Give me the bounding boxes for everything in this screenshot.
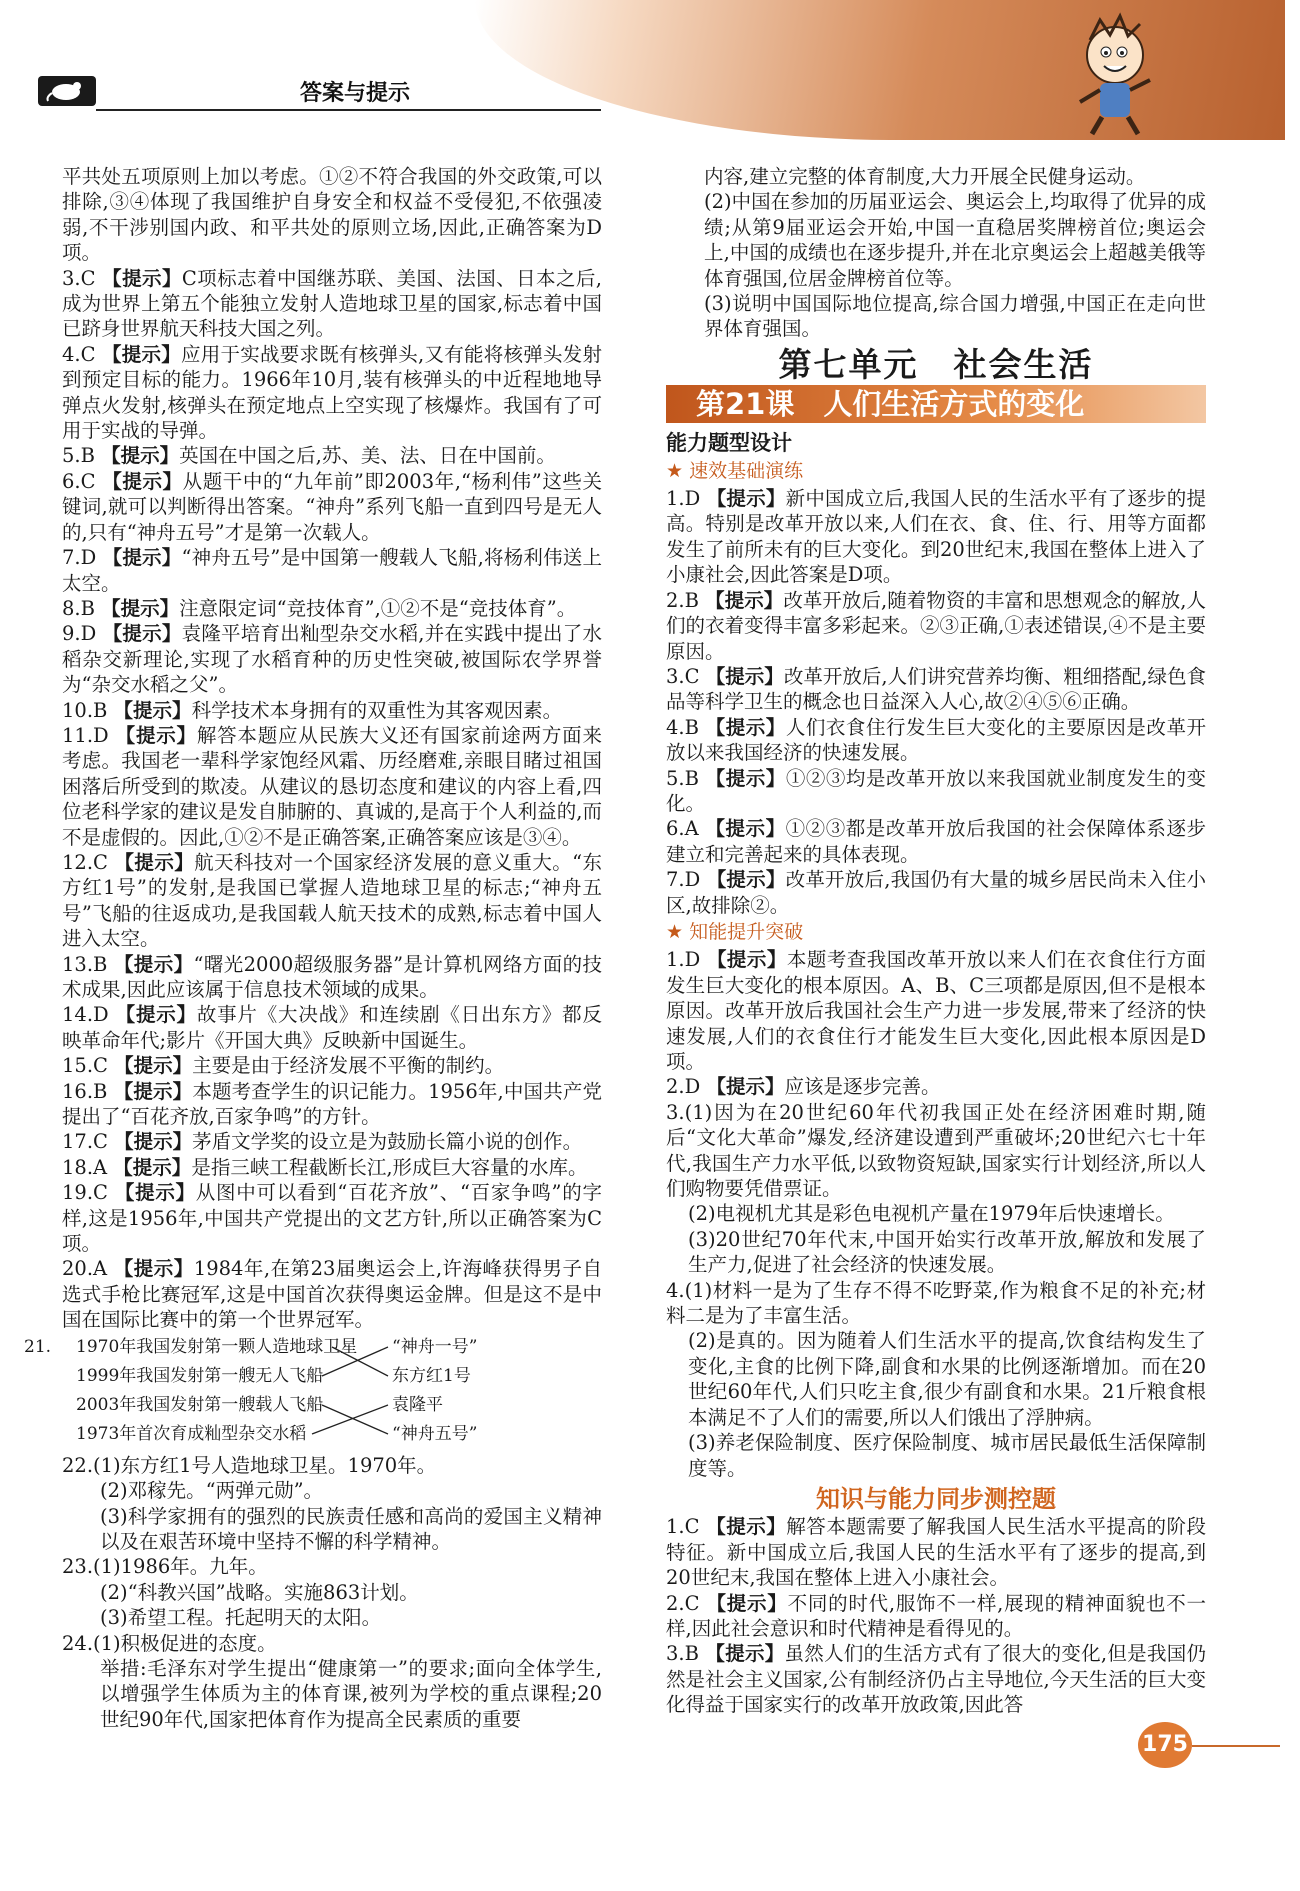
hint-label: 【提示】 [102,546,182,570]
answer-item [62,596,602,621]
answer-item [62,443,602,468]
q21-left-0: 1970年我国发射第一颗人造地球卫星 [76,1336,358,1357]
answer-number: 2.B [666,588,699,612]
answer-text: 解答本题应从民族大义还有国家前途两方面来考虑。我国老一辈科学家饱经风霜、历经磨难,亲眼目睹过祖国困落后所受到的欺凌。从建议的恳切态度和建议的内容上看,四位老科学家的建议是发自肺腑的、真诚的,是高于个人利益的,而不是虚假的。因此,①②不是正确答案,正确答案应该是③④。 [62,723,602,849]
hint-label: 【提示】 [113,952,194,976]
hint-label: 【提示】 [706,868,786,892]
answer-list-basic [666,486,1206,918]
answer-text: C项标志着中国继苏联、美国、法国、日本之后,成为世界上第五个能独立发射人造地球卫星的国家,标志着中国已跻身世界航天科技大国之列。 [62,266,602,341]
answer-item [62,723,602,850]
answer-text: 不同的时代,服饰不一样,展现的精神面貌也不一样,因此社会意识和时代精神是看得见的。 [666,1591,1206,1640]
q24-line-0: 24.(1)积极促进的态度。 [62,1631,277,1655]
q23-line-1: (2)“科教兴国”战略。实施863计划。 [100,1580,419,1604]
answer-text: “神舟五号”是中国第一艘载人飞船,将杨利伟送上太空。 [62,546,602,595]
r-q4-line-1: (2)是真的。因为随着人们生活水平的提高,饮食结构发生了变化,主食的比例下降,副食和水果的比例逐渐增加。而在20世纪60年代,人们只吃主食,很少有副食和水果。21斤粮食根本满足不了人们的需要,所以人们饿出了浮肿病。 [688,1329,1206,1429]
hint-label: 【提示】 [706,1591,788,1615]
left-column [24,164,602,1732]
q21-right-2: 袁隆平 [392,1394,443,1415]
hint-label: 【提示】 [115,1003,197,1027]
answer-number: 7.D [62,546,97,570]
lesson-title: 第21课 人们生活方式的变化 [666,385,1206,423]
subsection-heading-basic [666,459,1206,484]
page-number: 175 [1138,1722,1192,1768]
r-q3-line-0: 3.(1)因为在20世纪60年代初我国正处在经济困难时期,随后“文化大革命”爆发,经济建设遭到严重破坏;20世纪六七十年代,我国生产力水平低,以致物资短缺,国家实行计划经济,所以人们购物要凭借票证。 [666,1100,1206,1201]
q22-line-1: (2)邓稼先。“两弹元勋”。 [100,1479,324,1503]
q21-number: 21. [24,1336,52,1357]
answer-text: 本题考查学生的识记能力。1956年,中国共产党提出了“百花齐放,百家争鸣”的方针。 [62,1079,602,1129]
answer-text: 从题干中的“九年前”即2003年,“杨利伟”这些关键词,就可以判断得出答案。“神舟”系列飞船一直到四号是无人的,只有“神舟五号”才是第一次载人。 [62,469,602,544]
answer-number: 9.D [62,622,97,646]
answer-text: 应该是逐步完善。 [784,1075,941,1099]
answer-text: 解答本题需要了解我国人民生活水平提高的阶段特征。新中国成立后,我国人民的生活水平有了逐步的提高,到20世纪末,我国在整体上进入小康社会。 [666,1515,1206,1590]
page-number-rule [1192,1745,1280,1747]
answer-number: 4.C [62,342,96,366]
mouse-logo-icon [38,76,96,106]
answer-item [62,1155,602,1180]
answer-item [62,698,602,723]
answer-item [62,850,602,952]
answer-list-left [62,266,602,1333]
answer-number: 17.C [62,1130,108,1154]
answer-text: 1984年,在第23届奥运会上,许海峰获得男子自选式手枪比赛冠军,这是中国首次获得奥运金牌。但是这不是中国在国际比赛中的第一个世界冠军。 [62,1257,602,1332]
subsection-heading-advanced-label: 知能提升突破 [689,920,804,943]
answer-item [666,867,1206,918]
q23-line-2: (3)希望工程。托起明天的太阳。 [100,1606,382,1630]
answer-text: “曙光2000超级服务器”是计算机网络方面的技术成果,因此应该属于信息技术领域的成果。 [62,952,602,1001]
q21-right-0: “神舟一号” [392,1336,478,1357]
answer-item [666,1074,1206,1099]
answer-number: 5.B [666,766,699,790]
answer-item [666,1641,1206,1717]
sync-test-title: 知识与能力同步测控题 [816,1484,1056,1513]
answer-number: 1.D [666,487,701,511]
hint-label: 【提示】 [705,715,786,739]
answer-number: 18.A [62,1155,108,1179]
answer-number: 13.B [62,952,108,976]
r-q4-line-0: 4.(1)材料一是为了生存不得不吃野菜,作为粮食不足的补充;材料二是为了丰富生活。 [666,1278,1206,1328]
answer-number: 4.B [666,715,699,739]
right-column [666,164,1206,1718]
answer-number: 3.C [62,266,96,290]
answer-number: 14.D [62,1003,109,1027]
answer-text: ①②③都是改革开放后我国的社会保障体系逐步建立和完善起来的具体表现。 [666,817,1206,866]
answer-text: 是指三峡工程截断长江,形成巨大容量的水库。 [191,1155,588,1179]
hint-label: 【提示】 [705,817,786,841]
answer-number: 2.C [666,1591,700,1615]
hint-label: 【提示】 [705,664,784,688]
r-q3-line-1: (2)电视机尤其是彩色电视机产量在1979年后快速增长。 [688,1202,1175,1226]
hint-label: 【提示】 [706,948,787,972]
answer-item [666,766,1206,817]
answer-item [62,1180,602,1256]
subsection-heading-basic-label: 速效基础演练 [689,459,804,482]
answer-text: 人们衣食住行发生巨大变化的主要原因是改革开放以来我国经济的快速发展。 [666,715,1206,765]
answer-item [62,1079,602,1130]
hint-label: 【提示】 [114,1181,196,1205]
answer-number: 19.C [62,1181,108,1205]
intro-text: 平共处五项原则上加以考虑。①②不符合我国的外交政策,可以排除,③④体现了我国维护自身安全和权益不受侵犯,不依强凌弱,不干涉别国内政、和平共处的原则立场,因此,正确答案为D项。 [62,165,602,265]
answer-item [666,715,1206,766]
q21-match-lines [62,1335,402,1453]
answer-item [62,1129,602,1154]
answer-item [666,1591,1206,1642]
answer-text: 虽然人们的生活方式有了很大的变化,但是我国仍然是社会主义国家,公有制经济仍占主导地位,今天生活的巨大变化得益于国家实行的改革开放政策,因此答 [666,1642,1206,1717]
section-heading: 能力题型设计 [666,431,792,456]
answer-item [62,1053,602,1078]
answer-number: 3.B [666,1642,699,1666]
answer-number: 1.C [666,1515,700,1539]
cont-line-1: (2)中国在参加的历届亚运会、奥运会上,均取得了优异的成绩;从第9届亚运会开始,中国一直稳居奖牌榜首位;奥运会上,中国的成绩也在逐步提升,并在北京奥运会上超越美俄等体育强国,位居金牌榜首位等。 [704,190,1206,290]
answer-number: 2.D [666,1075,701,1099]
answer-number: 8.B [62,596,95,620]
answer-text: 故事片《大决战》和连续剧《日出东方》都反映革命年代;影片《开国大典》反映新中国诞生。 [62,1003,602,1052]
answer-text: 科学技术本身拥有的双重性为其客观因素。 [191,698,563,722]
answer-item [62,621,602,697]
answer-item [666,1514,1206,1590]
r-q4-line-2: (3)养老保险制度、医疗保险制度、城市居民最低生活保障制度等。 [688,1431,1206,1480]
answer-item [666,588,1206,664]
hint-label: 【提示】 [705,766,786,790]
answer-text: 主要是由于经济发展不平衡的制约。 [192,1054,505,1078]
answer-text: 注意限定词“竞技体育”,①②不是“竞技体育”。 [179,596,577,620]
answer-number: 5.B [62,444,95,468]
hint-label: 【提示】 [113,698,192,722]
answer-number: 12.C [62,850,108,874]
hint-label: 【提示】 [101,596,180,620]
answer-item [666,947,1206,1074]
hint-label: 【提示】 [102,469,183,493]
answer-item [62,469,602,545]
answer-item [666,664,1206,715]
answer-text: 改革开放后,我国仍有大量的城乡居民尚未入住小区,故排除②。 [666,868,1206,917]
answer-text: 新中国成立后,我国人民的生活水平有了逐步的提高。特别是改革开放以来,人们在衣、食、住、行、用等方面都发生了前所未有的巨大变化。到20世纪末,我国在整体上进入了小康社会,因此答案是D项。 [666,487,1206,587]
answer-number: 16.B [62,1079,108,1103]
hint-label: 【提示】 [706,1515,787,1539]
star-icon: ★ [666,920,684,943]
hint-label: 【提示】 [706,1075,785,1099]
answer-text: 应用于实战要求既有核弹头,又有能将核弹头发射到预定目标的能力。1966年10月,装有核弹头的中近程地地导弹点火发射,核弹头在预定地点上空实现了核爆炸。我国有了可用于实战的导弹。 [62,342,602,443]
hint-label: 【提示】 [102,622,182,646]
answer-text: 英国在中国之后,苏、美、法、日在中国前。 [179,444,556,468]
hint-label: 【提示】 [115,723,197,747]
unit-title: 第七单元 社会生活 [778,344,1094,384]
r-q3-line-2: (3)20世纪70年代末,中国开始实行改革开放,解放和发展了生产力,促进了社会经济的快速发展。 [688,1227,1206,1277]
q23-line-0: 23.(1)1986年。九年。 [62,1555,268,1579]
page-header-title: 答案与提示 [300,81,411,106]
answer-list-advanced [666,947,1206,1099]
header-divider [96,109,601,111]
answer-number: 3.C [666,664,700,688]
answer-text: 改革开放后,随着物资的丰富和思想观念的解放,人们的衣着变得丰富多彩起来。②③正确,①表述错误,④不是主要原因。 [666,588,1206,663]
hint-label: 【提示】 [114,1130,193,1154]
answer-item [62,342,602,444]
answer-number: 20.A [62,1257,108,1281]
answer-list-sync [666,1514,1206,1717]
q21-matching [24,1335,602,1453]
answer-text: ①②③均是改革开放以来我国就业制度发生的变化。 [666,766,1206,815]
q24-line-1: 举措:毛泽东对学生提出“健康第一”的要求;面向全体学生,以增强学生体质为主的体育课,被列为学校的重点课程;20世纪90年代,国家把体育作为提高全民素质的重要 [100,1656,602,1731]
cont-line-0: 内容,建立完整的体育制度,大力开展全民健身运动。 [704,165,1146,188]
answer-text: 袁隆平培育出籼型杂交水稻,并在实践中提出了水稻杂交新理论,实现了水稻育种的历史性突破,被国际农学界誉为“杂交水稻之父”。 [62,622,602,697]
answer-item [62,1256,602,1332]
cont-line-2: (3)说明中国国际地位提高,综合国力增强,中国正在走向世界体育强国。 [704,292,1206,341]
answer-item [62,1002,602,1053]
answer-number: 7.D [666,868,701,892]
answer-text: 茅盾文学奖的设立是为鼓励长篇小说的创作。 [192,1130,583,1154]
hint-label: 【提示】 [705,588,784,612]
answer-item [666,486,1206,588]
answer-item [62,266,602,342]
q21-left-3: 1973年首次育成籼型杂交水稻 [76,1423,307,1444]
answer-item [666,816,1206,867]
hint-label: 【提示】 [101,444,180,468]
hint-label: 【提示】 [114,850,195,874]
answer-number: 1.D [666,948,701,972]
hint-label: 【提示】 [114,1054,193,1078]
answer-number: 6.A [666,817,699,841]
mascot-illustration [1040,10,1240,144]
star-icon: ★ [666,459,684,482]
answer-text: 本题考查我国改革开放以来人们在衣食住行方面发生巨大变化的根本原因。A、B、C三项都是原因,但不是根本原因。改革开放后我国社会生产力进一步发展,带来了经济的快速发展,人们的衣食住行才能发生巨大变化,因此根本原因是D项。 [666,948,1206,1073]
q22-line-2: (3)科学家拥有的强烈的民族责任感和高尚的爱国主义精神以及在艰苦环境中坚持不懈的科学精神。 [100,1504,602,1553]
answer-text: 航天科技对一个国家经济发展的意义重大。“东方红1号”的发射,是我国已掌握人造地球卫星的标志;“神舟五号”飞船的往返成功,是我国载人航天技术的成熟,标志着中国人进入太空。 [62,850,602,951]
answer-number: 10.B [62,698,108,722]
q21-right-1: 东方红1号 [392,1365,471,1386]
q21-left-2: 2003年我国发射第一艘载人飞船 [76,1394,324,1415]
hint-label: 【提示】 [113,1079,193,1103]
answer-text: 从图中可以看到“百花齐放”、“百家争鸣”的字样,这是1956年,中国共产党提出的文艺方针,所以正确答案为C项。 [62,1181,602,1256]
q22-line-0: 22.(1)东方红1号人造地球卫星。1970年。 [62,1453,437,1477]
subsection-heading-advanced [666,920,1206,945]
answer-item [62,952,602,1003]
q21-left-1: 1999年我国发射第一艘无人飞船 [76,1365,324,1386]
answer-item [62,545,602,596]
answer-number: 15.C [62,1054,108,1078]
hint-label: 【提示】 [705,1642,785,1666]
hint-label: 【提示】 [102,266,182,290]
hint-label: 【提示】 [101,342,181,366]
hint-label: 【提示】 [113,1257,194,1281]
answer-text: 改革开放后,人们讲究营养均衡、粗细搭配,绿色食品等科学卫生的概念也日益深入人心,故②④⑤⑥正确。 [666,664,1206,714]
hint-label: 【提示】 [706,487,786,511]
answer-number: 11.D [62,723,109,747]
answer-number: 6.C [62,469,96,493]
hint-label: 【提示】 [113,1155,192,1179]
q21-right-3: “神舟五号” [392,1423,478,1444]
